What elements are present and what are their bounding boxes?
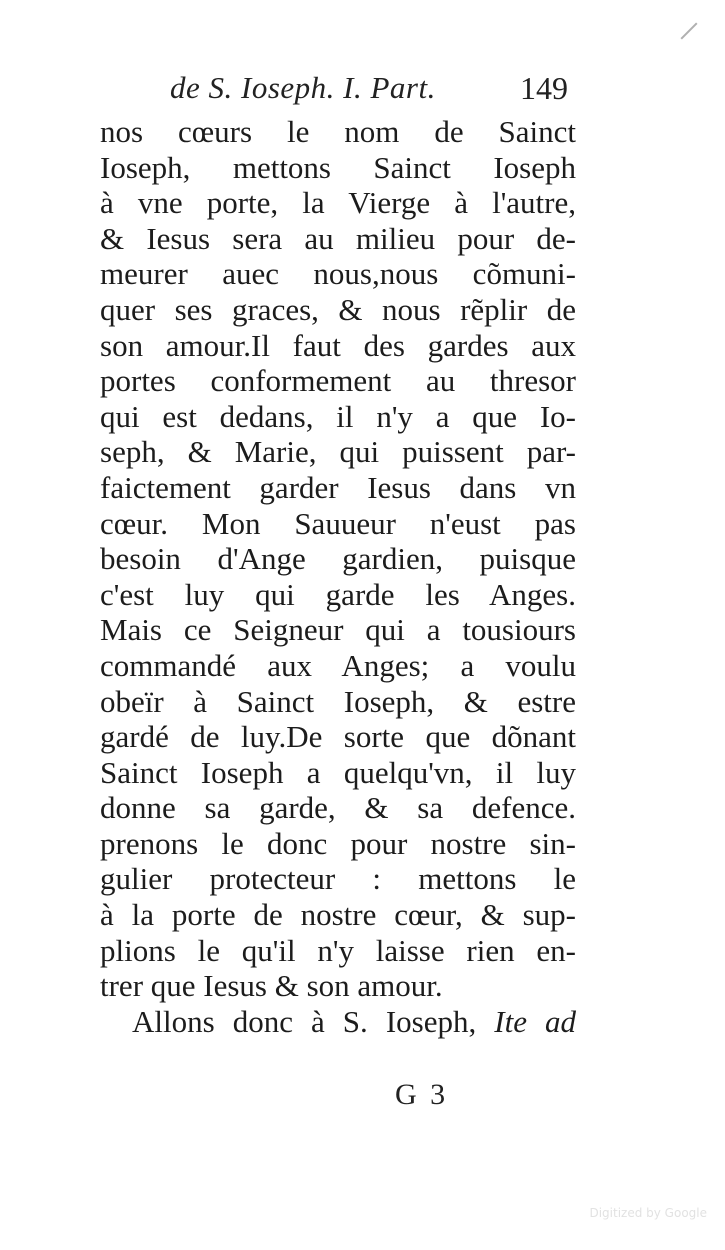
text-line: quer ses graces, & nous rẽplir de [100, 291, 576, 327]
text-line: prenons le donc pour nostre sin- [100, 825, 576, 861]
text-line: c'est luy qui garde les Anges. [100, 576, 576, 612]
text-line: seph, & Marie, qui puissent par- [100, 434, 576, 470]
text-line: besoin d'Ange gardien, puisque [100, 541, 576, 577]
text-line: meurer auec nous,nous cõmuni- [100, 256, 576, 292]
running-title: de S. Ioseph. I. Part. [170, 70, 436, 105]
text-line: trer que Iesus & son amour. [100, 968, 443, 1004]
text-line: nos cœurs le nom de Sainct [100, 114, 576, 149]
text-line: à la porte de nostre cœur, & sup- [100, 897, 576, 933]
text-line: qui est dedans, il n'y a que Io- [100, 398, 576, 434]
text-line: gulier protecteur : mettons le [100, 861, 576, 897]
watermark: Digitized by Google [589, 1206, 707, 1220]
text-line: obeïr à Sainct Ioseph, & estre [100, 683, 576, 719]
text-line: plions le qu'il n'y laisse rien en- [100, 932, 576, 968]
text-line: donne sa garde, & sa defence. [100, 790, 576, 826]
page-header [150, 70, 580, 110]
text-line: Mais ce Seigneur qui a tousiours [100, 612, 576, 648]
text-line: à vne porte, la Vierge à l'autre, [100, 185, 576, 221]
text-line: cœur. Mon Sauueur n'eust pas [100, 505, 576, 541]
text-line: commandé aux Anges; a voulu [100, 647, 576, 683]
final-line-roman: Allons donc à S. Ioseph, [132, 1003, 495, 1039]
text-line: Sainct Ioseph a quelqu'vn, il luy [100, 754, 576, 790]
page-number: 149 [520, 70, 568, 106]
text-line: Ioseph, mettons Sainct Ioseph [100, 149, 576, 185]
body-text [100, 114, 576, 1039]
text-line: faictement garder Iesus dans vn [100, 469, 576, 505]
text-line: portes conformement au thresor [100, 363, 576, 399]
final-text-line [100, 1004, 576, 1040]
text-line: gardé de luy.De sorte que dõnant [100, 719, 576, 755]
signature-mark: G 3 [395, 1078, 449, 1111]
text-line: son amour.Il faut des gardes aux [100, 327, 576, 363]
scan-mark [681, 23, 698, 40]
text-line: & Iesus sera au milieu pour de- [100, 220, 576, 256]
final-line-italic: Ite ad [494, 1003, 576, 1039]
